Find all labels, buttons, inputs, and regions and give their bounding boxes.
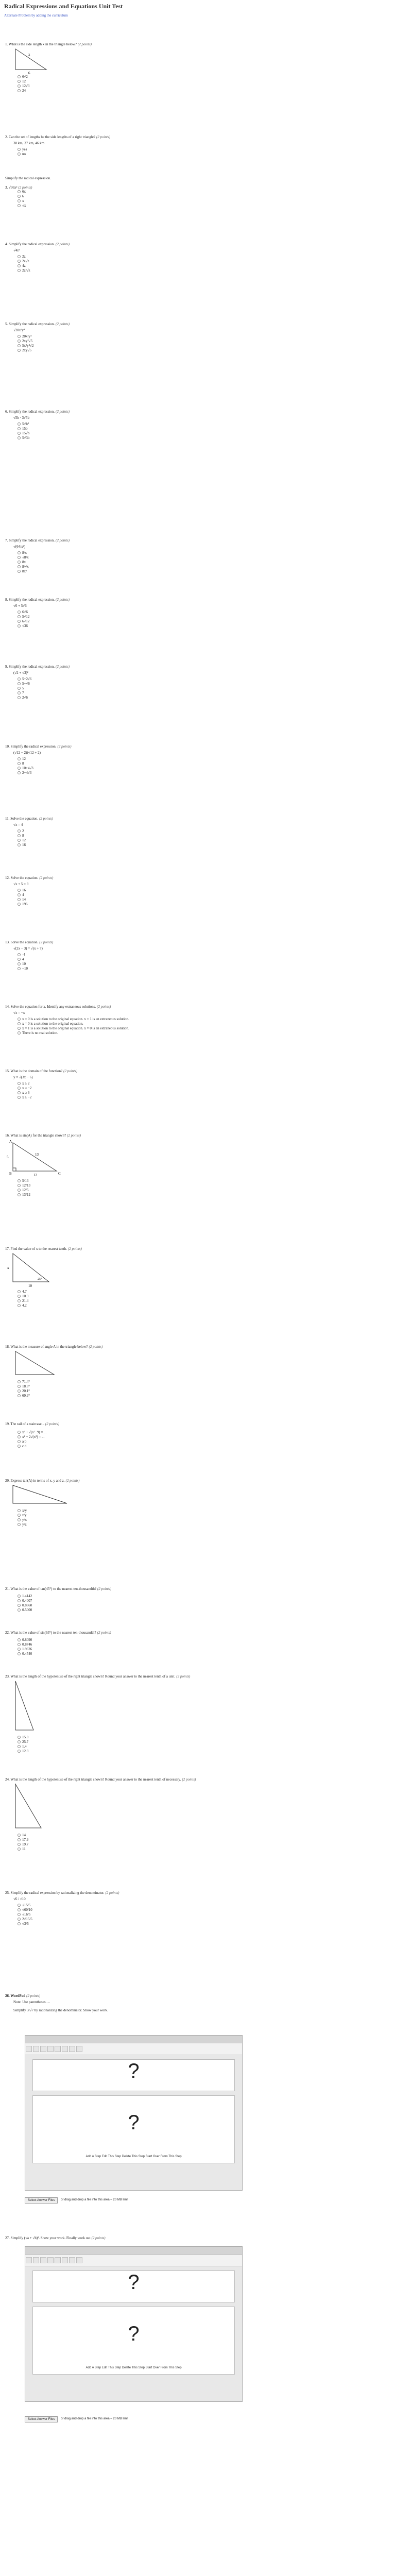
editor-toolbar[interactable] <box>25 2043 242 2055</box>
question-22: 22. What is the value of sin(63°) to the nearest ten-thousandth? (2 points) 0.8090 0.8746 1.9626 0.4540 <box>5 1631 111 1656</box>
step-controls[interactable]: Add A Step Edit This Step Delete This Step Start Over From This Step <box>85 2366 182 2369</box>
label-vert: 5 <box>7 1155 9 1159</box>
header <box>4 3 123 18</box>
page-subtitle[interactable]: Alternate Problem by adding the curriculum <box>4 13 68 18</box>
choices-10[interactable]: 12 8 10+4√3 2+4√3 <box>18 757 72 775</box>
question-19: 19. The rail of a staircase... (2 points) x² + √(x²−9) = ... x² + 2√(x²) = ... a b c d <box>5 1422 59 1448</box>
question-1: 1. What is the side length x in the triangle below? (2 points) x 6 6√2 12 12√3 24 <box>5 42 92 93</box>
question-26: 26. WordPad (2 points) Note: Use parentheses. ... Simplify 3/√7 by rationalizing the denominator. Show your work. <box>5 1994 108 2012</box>
editor-toolbar[interactable] <box>25 2255 242 2266</box>
question-15: 15. What is the domain of the function? (2 points) y = √(3x − 6) x ≥ 2 x ≤ −2 x ≥ 6 x ≥ −2 <box>5 1069 78 1099</box>
triangle-figure <box>5 46 52 75</box>
question-14: 14. Solve the equation for x. Identify any extraneous solutions. (2 points) √x = −x x = 0 is a solution to the original equation. x = 1 is an extraneous solution. x = 0 is a solution to the original equation. x = 1 is a solution to the original equation. x = 0 is an extraneous solution. There is no real solution. <box>5 1005 129 1035</box>
editor-input-area[interactable]: ? <box>32 2270 235 2302</box>
choices-4[interactable]: 2z 2z√z 4z 2z²√z <box>18 255 70 273</box>
choices-13[interactable]: -4 4 10 −10 <box>18 953 53 971</box>
question-13: 13. Solve the equation. (2 points) √(2x − 3) = √(x + 7) -4 4 10 −10 <box>5 940 54 971</box>
question-20: 20. Express tan(A) in terms of x, y and z. (2 points) x/y z/y y/x y/z <box>5 1479 80 1527</box>
question-6: 6. Simplify the radical expression. (2 points) √5b · 3√5b 5√b³ 15b 15√b 5√3b <box>5 410 70 440</box>
choices-20[interactable]: x/y z/y y/x y/z <box>18 1509 80 1527</box>
question-24: 24. What is the length of the hypotenuse of the right triangle shown? Round your answer to the nearest tenth of necessary. (2 points) 14 17.9 19.7 11 <box>5 1777 196 1851</box>
label-c: C <box>58 1172 61 1176</box>
triangle-x <box>5 1251 57 1290</box>
editor-input-area[interactable]: ? <box>32 2059 235 2091</box>
question-9: 9. Simplify the radical expression. (2 points) (√2 + √3)² 5+2√6 5+√6 5 7 2√6 <box>5 665 70 700</box>
choices-24[interactable]: 14 17.9 19.7 11 <box>18 1833 196 1852</box>
question-7: 7. Simplify the radical expression. (2 points) √(64/x²) 8/x √8/x 8x 8/√x 8x² <box>5 538 70 573</box>
step-controls[interactable]: Add A Step Edit This Step Delete This Step Start Over From This Step <box>85 2155 182 2158</box>
choices-25[interactable]: √15/5 √60/10 √16/5 2√15/5 √3/5 <box>18 1903 119 1926</box>
label-base: 12 <box>33 1173 37 1177</box>
choices-15[interactable]: x ≥ 2 x ≤ −2 x ≥ 6 x ≥ −2 <box>18 1081 77 1100</box>
upload-note: or drag and drop a file into this area – 20 MB limit <box>61 2417 129 2420</box>
triangle-xyz <box>5 1483 77 1509</box>
editor-tabbar[interactable] <box>25 2247 242 2255</box>
editor-tabbar[interactable] <box>25 2036 242 2043</box>
question-25: 25. Simplify the radical expression by rationalizing the denominator. (2 points) √6 / √10 √15/5 √60/10 √16/5 2√15/5 √3/5 <box>5 1891 119 1926</box>
question-17: 17. Find the value of x to the nearest tenth. (2 points) x 25° 10 4.7 10.3 21.4 4.2 <box>5 1247 82 1308</box>
choices-5[interactable]: 20x²y⁴ 2xy²√5 5x²y⁴√2 2xy√5 <box>18 334 70 353</box>
question-11: 11. Solve the equation. (2 points) √x = 4 2 8 12 16 <box>5 817 54 847</box>
question-12: 12. Solve the equation. (2 points) √x + 5 = 9 16 4 14 196 <box>5 876 54 906</box>
label-hyp: 13 <box>35 1153 39 1157</box>
triangle-23 <box>5 1679 46 1735</box>
label-angle: 25° <box>38 1278 42 1281</box>
question-16: 16. What is sin(A) for the triangle shown? (2 points) A B C 13 5 12 5/13 12/13 12/5 13/12 <box>5 1133 81 1197</box>
label-a: A <box>9 1140 12 1144</box>
question-27: 27. Simplify (√a + √b)². Show your work. Finally work out (2 points) <box>5 2236 106 2240</box>
choices-3[interactable]: 6x 6 x √x <box>18 190 51 208</box>
question-3: Simplify the radical expression. 3. √36x² (2 points) 6x 6 x √x <box>5 176 52 208</box>
label-b: B <box>9 1172 12 1176</box>
choices-21[interactable]: 1.4142 0.4007 0.8660 0.5000 <box>18 1594 111 1613</box>
choices-7[interactable]: 8/x √8/x 8x 8/√x 8x² <box>18 551 70 574</box>
question-10: 10. Simplify the radical expression. (2 points) (√12 − 2)(√12 + 2) 12 8 10+4√3 2+4√3 <box>5 744 72 775</box>
choices-9[interactable]: 5+2√6 5+√6 5 7 2√6 <box>18 677 70 700</box>
choices-22[interactable]: 0.8090 0.8746 1.9626 0.4540 <box>18 1638 111 1656</box>
choices-17[interactable]: 4.7 10.3 21.4 4.2 <box>18 1290 82 1308</box>
question-2: 2. Can the set of lengths be the side lengths of a right triangle? (2 points) 30 km, 37 km, 46 km yes no <box>5 135 110 156</box>
triangle-24 <box>5 1782 52 1833</box>
choices-1[interactable]: 6√2 12 12√3 24 <box>18 75 92 93</box>
question-4: 4. Simplify the radical expression. (2 points) √4z³ 2z 2z√z 4z 2z²√z <box>5 242 70 273</box>
choices-18[interactable]: 71.4° 18.6° 20.1° 69.9° <box>18 1380 102 1398</box>
choices-14[interactable]: x = 0 is a solution to the original equation. x = 1 is an extraneous solution. x = 0 is a solution to the original equation. x = 1 is a solution to the original equation. x = 0 is an extraneous solution. There is no real solution. <box>18 1017 129 1036</box>
choices-6[interactable]: 5√b³ 15b 15√b 5√3b <box>18 422 70 440</box>
choices-12[interactable]: 16 4 14 196 <box>18 888 53 907</box>
editor-work-area[interactable]: ? Add A Step Edit This Step Delete This Step Start Over From This Step <box>32 2307 235 2375</box>
choices-23[interactable]: 15.8 25.7 1.4 12.3 <box>18 1735 190 1754</box>
question-21: 21. What is the value of tan(45°) to the nearest ten-thousandth? (2 points) 1.4142 0.4007 0.8660 0.5000 <box>5 1587 112 1612</box>
label-10: 10 <box>28 1284 32 1288</box>
label-6: 6 <box>28 71 30 75</box>
triangle-abc <box>5 1138 67 1179</box>
triangle-angle-a <box>5 1349 62 1380</box>
choices-16[interactable]: 5/13 12/13 12/5 13/12 <box>18 1179 81 1197</box>
upload-note: or drag and drop a file into this area – 20 MB limit <box>61 2198 129 2201</box>
math-editor-26[interactable] <box>25 2035 243 2191</box>
page-title: Radical Expressions and Equations Unit Test <box>4 3 123 10</box>
choices-8[interactable]: 6√6 5√12 6√12 √36 <box>18 610 70 629</box>
question-23: 23. What is the length of the hypotenuse of the right triangle shown? Round your answer to the nearest tenth of a unit. (2 points) 15.8 25.7 1.4 12.3 <box>5 1674 191 1753</box>
label-x: x <box>7 1266 9 1270</box>
label-x: x <box>28 53 30 57</box>
choices-11[interactable]: 2 8 12 16 <box>18 829 53 848</box>
select-answer-files-button[interactable]: Select Answer Files <box>25 2416 58 2422</box>
choices-19[interactable]: x² + √(x²−9) = ... x² + 2√(x²) = ... a b c d <box>18 1430 59 1449</box>
select-answer-files-button[interactable]: Select Answer Files <box>25 2197 58 2204</box>
question-8: 8. Simplify the radical expression. (2 points) √6 + 5√6 6√6 5√12 6√12 √36 <box>5 598 70 628</box>
math-editor-27[interactable] <box>25 2246 243 2402</box>
question-5: 5. Simplify the radical expression. (2 points) √20x²y⁴ 20x²y⁴ 2xy²√5 5x²y⁴√2 2xy√5 <box>5 322 70 352</box>
editor-work-area[interactable]: ? Add A Step Edit This Step Delete This Step Start Over From This Step <box>32 2095 235 2163</box>
question-18: 18. What is the measure of angle A in the triangle below? (2 points) 71.4° 18.6° 20.1° 69.9° <box>5 1345 103 1398</box>
choices-2[interactable]: yes no <box>18 147 110 157</box>
